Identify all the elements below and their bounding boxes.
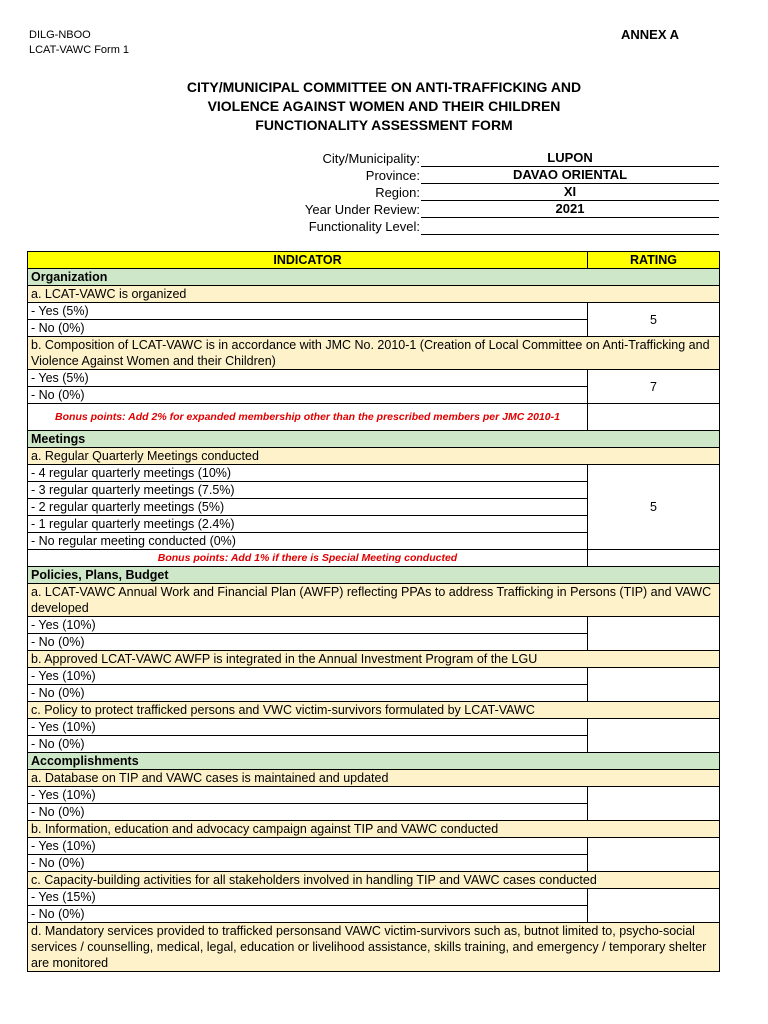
city-value: LUPON: [421, 150, 719, 167]
option-pol-a-yes: - Yes (10%): [28, 617, 588, 634]
indicator-pol-c: c. Policy to protect trafficked persons and VWC victim-survivors formulated by LCAT-VAWC: [28, 702, 720, 719]
indicator-pol-b: b. Approved LCAT-VAWC AWFP is integrated in the Annual Investment Program of the LGU: [28, 651, 720, 668]
rating-org-a[interactable]: 5: [588, 303, 720, 337]
option-org-b-yes: - Yes (5%): [28, 370, 588, 387]
rating-acc-a[interactable]: [588, 787, 720, 821]
indicator-org-a: a. LCAT-VAWC is organized: [28, 286, 720, 303]
section-policies: Policies, Plans, Budget: [28, 567, 720, 584]
indicator-pol-a: a. LCAT-VAWC Annual Work and Financial Plan (AWFP) reflecting PPAs to address Trafficking in Persons (TIP) and VAWC developed: [28, 584, 720, 617]
city-label: City/Municipality:: [322, 151, 420, 166]
rating-org-b[interactable]: 7: [588, 370, 720, 404]
indicator-acc-d: d. Mandatory services provided to trafficked personsand VAWC victim-survivors such as, butnot limited to, psycho-social services / counselling, medical, legal, education or livelihood assistance, skills training, and emergency / temporary shelter are monitored: [28, 923, 720, 972]
rating-pol-b[interactable]: [588, 668, 720, 702]
info-row-city: [0, 150, 768, 167]
option-acc-a-no: - No (0%): [28, 804, 588, 821]
option-meet-2: - 2 regular quarterly meetings (5%): [28, 499, 588, 516]
option-meet-0: - No regular meeting conducted (0%): [28, 533, 588, 550]
option-meet-3: - 3 regular quarterly meetings (7.5%): [28, 482, 588, 499]
option-pol-c-yes: - Yes (10%): [28, 719, 588, 736]
info-row-level: [0, 218, 768, 235]
level-label: Functionality Level:: [308, 219, 420, 234]
indicator-acc-a: a. Database on TIP and VAWC cases is maintained and updated: [28, 770, 720, 787]
info-row-province: [0, 167, 768, 184]
indicator-org-b: b. Composition of LCAT-VAWC is in accordance with JMC No. 2010-1 (Creation of Local Committee on Anti-Trafficking and Violence Against Women and their Children): [28, 337, 720, 370]
year-label: Year Under Review:: [304, 202, 420, 217]
info-row-year: [0, 201, 768, 218]
option-pol-c-no: - No (0%): [28, 736, 588, 753]
title-line-3: FUNCTIONALITY ASSESSMENT FORM: [255, 117, 513, 133]
section-meetings: Meetings: [28, 431, 720, 448]
indicator-acc-b: b. Information, education and advocacy campaign against TIP and VAWC conducted: [28, 821, 720, 838]
rating-pol-c[interactable]: [588, 719, 720, 753]
rating-meet-bonus[interactable]: [588, 550, 720, 567]
assessment-table: [27, 251, 720, 972]
region-value: XI: [421, 184, 719, 201]
indicator-header: INDICATOR: [28, 252, 588, 269]
option-pol-b-no: - No (0%): [28, 685, 588, 702]
indicator-meet-a: a. Regular Quarterly Meetings conducted: [28, 448, 720, 465]
option-meet-1: - 1 regular quarterly meetings (2.4%): [28, 516, 588, 533]
province-label: Province:: [365, 168, 420, 183]
option-meet-4: - 4 regular quarterly meetings (10%): [28, 465, 588, 482]
option-pol-a-no: - No (0%): [28, 634, 588, 651]
option-pol-b-yes: - Yes (10%): [28, 668, 588, 685]
form-subcode: LCAT-VAWC Form 1: [29, 44, 130, 56]
rating-acc-c[interactable]: [588, 889, 720, 923]
option-acc-a-yes: - Yes (10%): [28, 787, 588, 804]
option-org-a-yes: - Yes (5%): [28, 303, 588, 320]
rating-header: RATING: [588, 252, 720, 269]
rating-org-bonus[interactable]: [588, 404, 720, 431]
bonus-note-org: Bonus points: Add 2% for expanded membership other than the prescribed members per JMC 2010-1: [28, 404, 588, 431]
title-line-1: CITY/MUNICIPAL COMMITTEE ON ANTI-TRAFFICKING AND: [186, 79, 582, 95]
rating-pol-a[interactable]: [588, 617, 720, 651]
option-acc-b-no: - No (0%): [28, 855, 588, 872]
page-title: [0, 78, 768, 135]
level-value: [421, 218, 719, 235]
option-org-a-no: - No (0%): [28, 320, 588, 337]
option-org-b-no: - No (0%): [28, 387, 588, 404]
bonus-note-meetings: Bonus points: Add 1% if there is Special Meeting conducted: [28, 550, 588, 567]
region-label: Region:: [375, 185, 420, 200]
section-accomplishments: Accomplishments: [28, 753, 720, 770]
rating-meet-a[interactable]: 5: [588, 465, 720, 550]
form-code: DILG-NBOO: [29, 29, 91, 41]
annex-label: ANNEX A: [621, 27, 680, 42]
province-value: DAVAO ORIENTAL: [421, 167, 719, 184]
section-organization: Organization: [28, 269, 720, 286]
info-row-region: [0, 184, 768, 201]
option-acc-b-yes: - Yes (10%): [28, 838, 588, 855]
rating-acc-b[interactable]: [588, 838, 720, 872]
option-acc-c-no: - No (0%): [28, 906, 588, 923]
indicator-acc-c: c. Capacity-building activities for all stakeholders involved in handling TIP and VAWC cases conducted: [28, 872, 720, 889]
year-value: 2021: [421, 201, 719, 218]
title-line-2: VIOLENCE AGAINST WOMEN AND THEIR CHILDREN: [207, 98, 561, 114]
option-acc-c-yes: - Yes (15%): [28, 889, 588, 906]
